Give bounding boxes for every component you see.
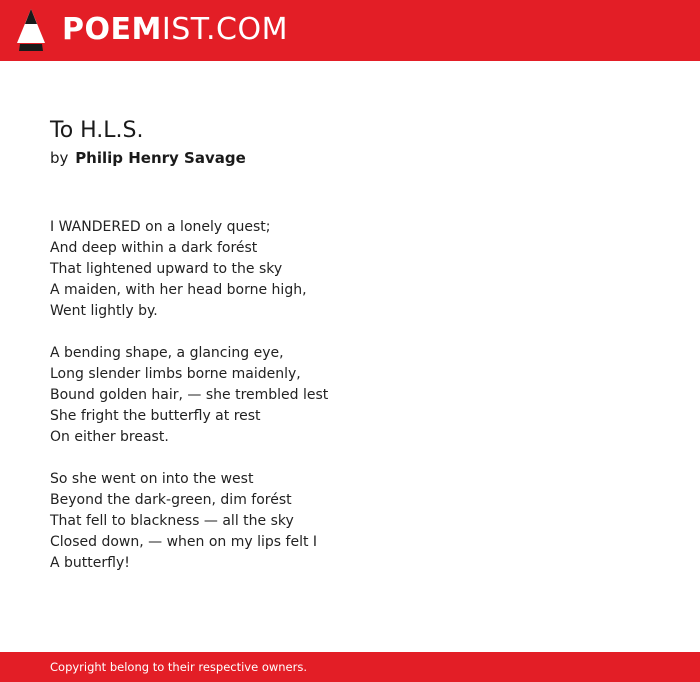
poem-line: Went lightly by. bbox=[50, 303, 158, 319]
poem-line: And deep within a dark forést bbox=[50, 240, 258, 256]
poem-line: A bending shape, a glancing eye, bbox=[50, 345, 284, 361]
by-label: by bbox=[50, 149, 69, 167]
poem-stanza bbox=[50, 469, 650, 574]
poem-stanza bbox=[50, 343, 650, 448]
logo-light-text: IST.COM bbox=[161, 12, 288, 47]
site-footer bbox=[0, 652, 700, 682]
poem-title: To H.L.S. bbox=[50, 118, 144, 143]
poem-stanza bbox=[50, 217, 650, 322]
poem-line: She fright the butterfly at rest bbox=[50, 408, 261, 424]
poem-line: So she went on into the west bbox=[50, 471, 254, 487]
pencil-tip-icon[interactable] bbox=[17, 9, 45, 51]
poem-line: That lightened upward to the sky bbox=[50, 261, 283, 277]
poem-line: That fell to blackness — all the sky bbox=[50, 513, 294, 529]
poem-line: A maiden, with her head borne high, bbox=[50, 282, 307, 298]
poem-line: A butterfly! bbox=[50, 555, 130, 571]
poem-author: Philip Henry Savage bbox=[75, 149, 246, 167]
poem-line: Bound golden hair, — she trembled lest bbox=[50, 387, 329, 403]
copyright-notice: Copyright belong to their respective owners. bbox=[50, 660, 308, 674]
poem-line: Closed down, — when on my lips felt I bbox=[50, 534, 318, 550]
poem-line: On either breast. bbox=[50, 429, 169, 445]
poem-line: I WANDERED on a lonely quest; bbox=[50, 219, 271, 235]
poem-content bbox=[50, 116, 650, 595]
poem-byline bbox=[50, 146, 650, 170]
logo-bold-text: POEM bbox=[62, 12, 162, 47]
poem-line: Beyond the dark-green, dim forést bbox=[50, 492, 292, 508]
site-logo[interactable] bbox=[62, 12, 288, 48]
site-header bbox=[0, 0, 700, 61]
poem-body bbox=[50, 217, 650, 574]
poem-line: Long slender limbs borne maidenly, bbox=[50, 366, 301, 382]
